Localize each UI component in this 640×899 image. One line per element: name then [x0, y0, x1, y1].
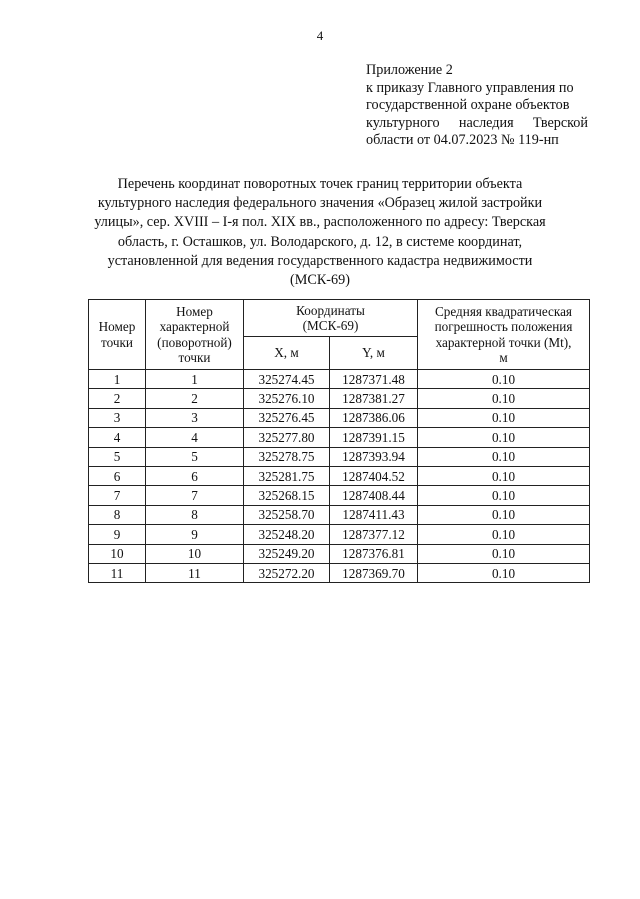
cell-point-number: 2	[89, 389, 146, 408]
annex-line: области от 04.07.2023 № 119-нп	[366, 132, 559, 148]
title-line: (МСК-69)	[290, 272, 350, 289]
header-char-point-number	[146, 300, 244, 370]
cell-y: 1287408.44	[330, 486, 418, 505]
cell-y: 1287376.81	[330, 544, 418, 563]
header-text: характерной	[159, 319, 230, 334]
cell-char-point-number: 8	[146, 505, 244, 524]
cell-char-point-number: 1	[146, 370, 244, 389]
table-row	[89, 505, 590, 524]
cell-y: 1287369.70	[330, 563, 418, 582]
header-text: м	[499, 350, 508, 365]
cell-error: 0.10	[418, 428, 590, 447]
header-coordinates	[244, 300, 418, 337]
cell-x: 325268.15	[244, 486, 330, 505]
table-row	[89, 466, 590, 485]
cell-point-number: 8	[89, 505, 146, 524]
cell-x: 325249.20	[244, 544, 330, 563]
cell-point-number: 4	[89, 428, 146, 447]
title-line: улицы», сер. XVIII – I-я пол. XIX вв., расположенного по адресу: Тверская	[94, 214, 546, 231]
document-title	[78, 175, 562, 290]
cell-point-number: 10	[89, 544, 146, 563]
header-text: Средняя квадратическая	[434, 303, 572, 319]
cell-error: 0.10	[418, 525, 590, 544]
cell-x: 325258.70	[244, 505, 330, 524]
cell-x: 325274.45	[244, 370, 330, 389]
cell-y: 1287411.43	[330, 505, 418, 524]
header-text: точки	[101, 334, 133, 350]
cell-error: 0.10	[418, 486, 590, 505]
cell-x: 325281.75	[244, 466, 330, 485]
table-row	[89, 447, 590, 466]
header-text: погрешность положения	[434, 319, 573, 334]
cell-y: 1287377.12	[330, 525, 418, 544]
cell-char-point-number: 4	[146, 428, 244, 447]
title-line: культурного наследия федерального значения «Образец жилой застройки	[97, 195, 543, 212]
cell-point-number: 1	[89, 370, 146, 389]
cell-error: 0.10	[418, 505, 590, 524]
cell-point-number: 7	[89, 486, 146, 505]
header-text: Номер	[176, 303, 213, 319]
cell-char-point-number: 11	[146, 563, 244, 582]
cell-y: 1287371.48	[330, 370, 418, 389]
header-y: Y, м	[330, 337, 418, 370]
header-text: точки	[178, 350, 211, 365]
header-text: характерной точки (Mt),	[435, 334, 572, 350]
cell-point-number: 3	[89, 408, 146, 427]
cell-char-point-number: 10	[146, 544, 244, 563]
cell-point-number: 11	[89, 563, 146, 582]
table-row	[89, 544, 590, 563]
header-x: X, м	[244, 337, 330, 370]
table-row	[89, 525, 590, 544]
cell-error: 0.10	[418, 370, 590, 389]
header-text: (поворотной)	[157, 334, 232, 350]
cell-error: 0.10	[418, 563, 590, 582]
cell-y: 1287386.06	[330, 408, 418, 427]
coordinates-table	[88, 299, 590, 583]
table-row	[89, 408, 590, 427]
header-text: (МСК-69)	[302, 318, 359, 333]
header-mean-square-error	[418, 300, 590, 370]
table-row	[89, 563, 590, 582]
table-row	[89, 389, 590, 408]
table-row	[89, 370, 590, 389]
cell-point-number: 9	[89, 525, 146, 544]
header-text: Координаты	[296, 302, 365, 318]
cell-x: 325272.20	[244, 563, 330, 582]
cell-char-point-number: 5	[146, 447, 244, 466]
cell-x: 325276.10	[244, 389, 330, 408]
cell-y: 1287404.52	[330, 466, 418, 485]
table-row	[89, 486, 590, 505]
cell-point-number: 6	[89, 466, 146, 485]
cell-char-point-number: 7	[146, 486, 244, 505]
cell-error: 0.10	[418, 466, 590, 485]
annex-line: Приложение 2	[366, 62, 453, 78]
cell-x: 325276.45	[244, 408, 330, 427]
annex-line: государственной охране объектов	[366, 97, 570, 113]
header-point-number	[89, 300, 146, 370]
cell-x: 325248.20	[244, 525, 330, 544]
annex-block	[366, 62, 588, 150]
cell-error: 0.10	[418, 447, 590, 466]
annex-line: культурного наследия Тверской	[366, 114, 588, 131]
title-line: Перечень координат поворотных точек границ территории объекта	[117, 176, 523, 192]
title-line: установленной для ведения государственного кадастра недвижимости	[107, 252, 533, 269]
page-number: 4	[316, 28, 324, 43]
cell-y: 1287391.15	[330, 428, 418, 447]
cell-x: 325277.80	[244, 428, 330, 447]
header-text: Номер	[98, 319, 136, 334]
cell-y: 1287381.27	[330, 389, 418, 408]
cell-error: 0.10	[418, 389, 590, 408]
cell-error: 0.10	[418, 408, 590, 427]
cell-char-point-number: 3	[146, 408, 244, 427]
title-line: область, г. Осташков, ул. Володарского, д. 12, в системе координат,	[117, 233, 523, 250]
table-row	[89, 428, 590, 447]
cell-char-point-number: 9	[146, 525, 244, 544]
cell-point-number: 5	[89, 447, 146, 466]
cell-y: 1287393.94	[330, 447, 418, 466]
cell-error: 0.10	[418, 544, 590, 563]
cell-x: 325278.75	[244, 447, 330, 466]
cell-char-point-number: 2	[146, 389, 244, 408]
cell-char-point-number: 6	[146, 466, 244, 485]
annex-line: к приказу Главного управления по	[366, 79, 574, 96]
